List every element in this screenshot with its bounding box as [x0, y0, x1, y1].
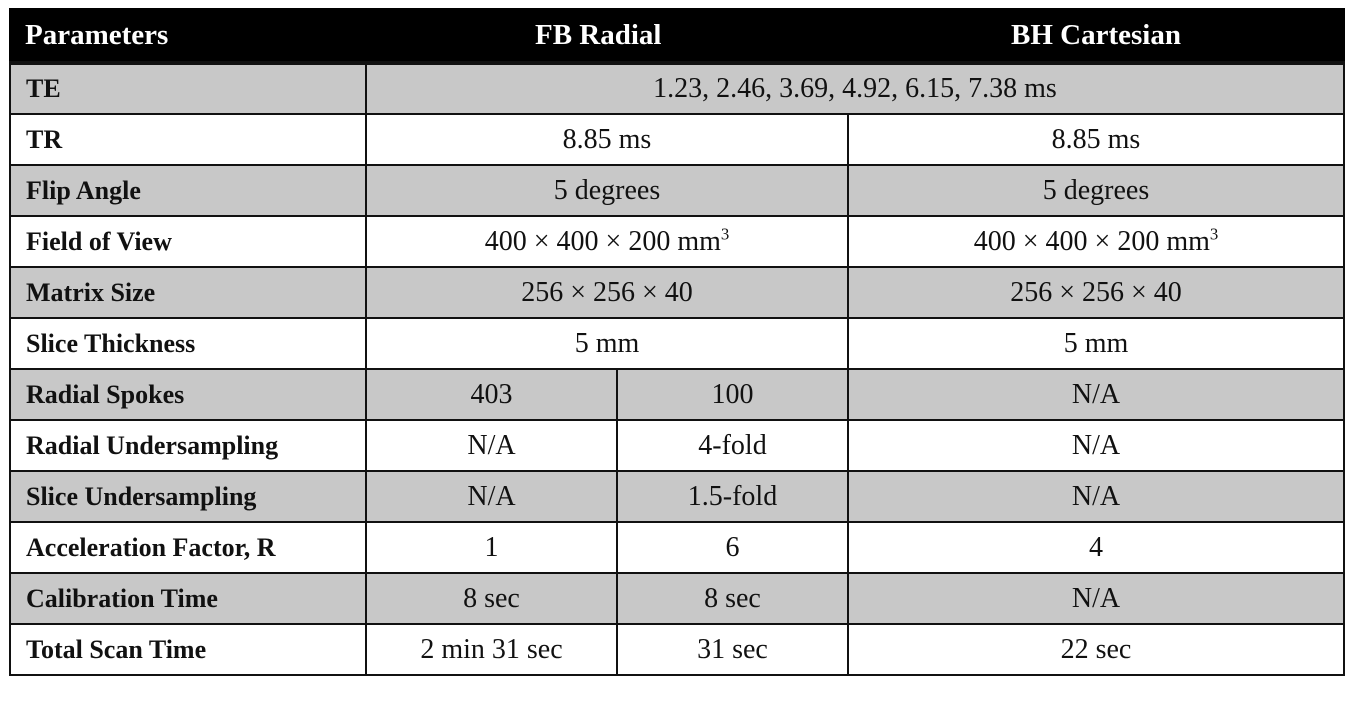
- radial-undersampling-fb2-value: 4-fold: [617, 420, 848, 471]
- table-row-field-of-view: [10, 216, 1344, 267]
- total-scan-bh-value: 22 sec: [848, 624, 1344, 675]
- slice-thickness-fb-value: 5 mm: [366, 318, 848, 369]
- header-parameters: Parameters: [10, 9, 366, 63]
- parameters-table-container: [9, 8, 1343, 707]
- radial-undersampling-fb1-value: N/A: [366, 420, 617, 471]
- acceleration-fb2-value: 6: [617, 522, 848, 573]
- table-row-radial-spokes: [10, 369, 1344, 420]
- table-row-tr: [10, 114, 1344, 165]
- row-label-matrix-size: Matrix Size: [10, 267, 366, 318]
- table-row-calibration-time: [10, 573, 1344, 624]
- flip-bh-value: 5 degrees: [848, 165, 1344, 216]
- fov-fb-value: 400 × 400 × 200 mm: [484, 225, 721, 257]
- acceleration-bh-value: 4: [848, 522, 1344, 573]
- row-label-radial-undersampling: Radial Undersampling: [10, 420, 366, 471]
- slice-undersampling-fb1-value: N/A: [366, 471, 617, 522]
- row-label-radial-spokes: Radial Spokes: [10, 369, 366, 420]
- table-row-slice-thickness: [10, 318, 1344, 369]
- slice-undersampling-fb2-value: 1.5-fold: [617, 471, 848, 522]
- row-label-slice-thickness: Slice Thickness: [10, 318, 366, 369]
- header-bh-cartesian: BH Cartesian: [848, 9, 1344, 63]
- row-label-tr: TR: [10, 114, 366, 165]
- calibration-bh-value: N/A: [848, 573, 1344, 624]
- radial-spokes-fb2-value: 100: [617, 369, 848, 420]
- slice-undersampling-bh-value: N/A: [848, 471, 1344, 522]
- table-row-slice-undersampling: [10, 471, 1344, 522]
- matrix-fb-value: 256 × 256 × 40: [366, 267, 848, 318]
- tr-bh-value: 8.85 ms: [848, 114, 1344, 165]
- radial-undersampling-bh-value: N/A: [848, 420, 1344, 471]
- tr-fb-value: 8.85 ms: [366, 114, 848, 165]
- slice-thickness-bh-value: 5 mm: [848, 318, 1344, 369]
- table-header-row: [10, 9, 1344, 63]
- total-scan-fb1-value: 2 min 31 sec: [366, 624, 617, 675]
- table-row-total-scan-time: [10, 624, 1344, 675]
- row-label-calibration-time: Calibration Time: [10, 573, 366, 624]
- table-row-radial-undersampling: [10, 420, 1344, 471]
- calibration-fb2-value: 8 sec: [617, 573, 848, 624]
- row-label-slice-undersampling: Slice Undersampling: [10, 471, 366, 522]
- radial-spokes-bh-value: N/A: [848, 369, 1344, 420]
- radial-spokes-fb1-value: 403: [366, 369, 617, 420]
- row-label-te: TE: [10, 63, 366, 114]
- row-label-acceleration-factor: Acceleration Factor, R: [10, 522, 366, 573]
- fov-bh-value: 400 × 400 × 200 mm: [973, 225, 1210, 257]
- total-scan-fb2-value: 31 sec: [617, 624, 848, 675]
- header-fb-radial: FB Radial: [366, 9, 848, 63]
- table-row-matrix-size: [10, 267, 1344, 318]
- matrix-bh-value: 256 × 256 × 40: [848, 267, 1344, 318]
- row-label-field-of-view: Field of View: [10, 216, 366, 267]
- table-row-te: [10, 63, 1344, 114]
- calibration-fb1-value: 8 sec: [366, 573, 617, 624]
- fov-bh-exponent: 3: [1209, 224, 1219, 244]
- flip-fb-value: 5 degrees: [366, 165, 848, 216]
- row-label-flip-angle: Flip Angle: [10, 165, 366, 216]
- parameters-table: [9, 8, 1345, 676]
- table-row-acceleration-factor: [10, 522, 1344, 573]
- fov-bh-cell: [848, 216, 1344, 267]
- fov-fb-exponent: 3: [720, 224, 730, 244]
- fov-fb-cell: [366, 216, 848, 267]
- acceleration-fb1-value: 1: [366, 522, 617, 573]
- te-value: 1.23, 2.46, 3.69, 4.92, 6.15, 7.38 ms: [366, 63, 1344, 114]
- table-row-flip-angle: [10, 165, 1344, 216]
- row-label-total-scan-time: Total Scan Time: [10, 624, 366, 675]
